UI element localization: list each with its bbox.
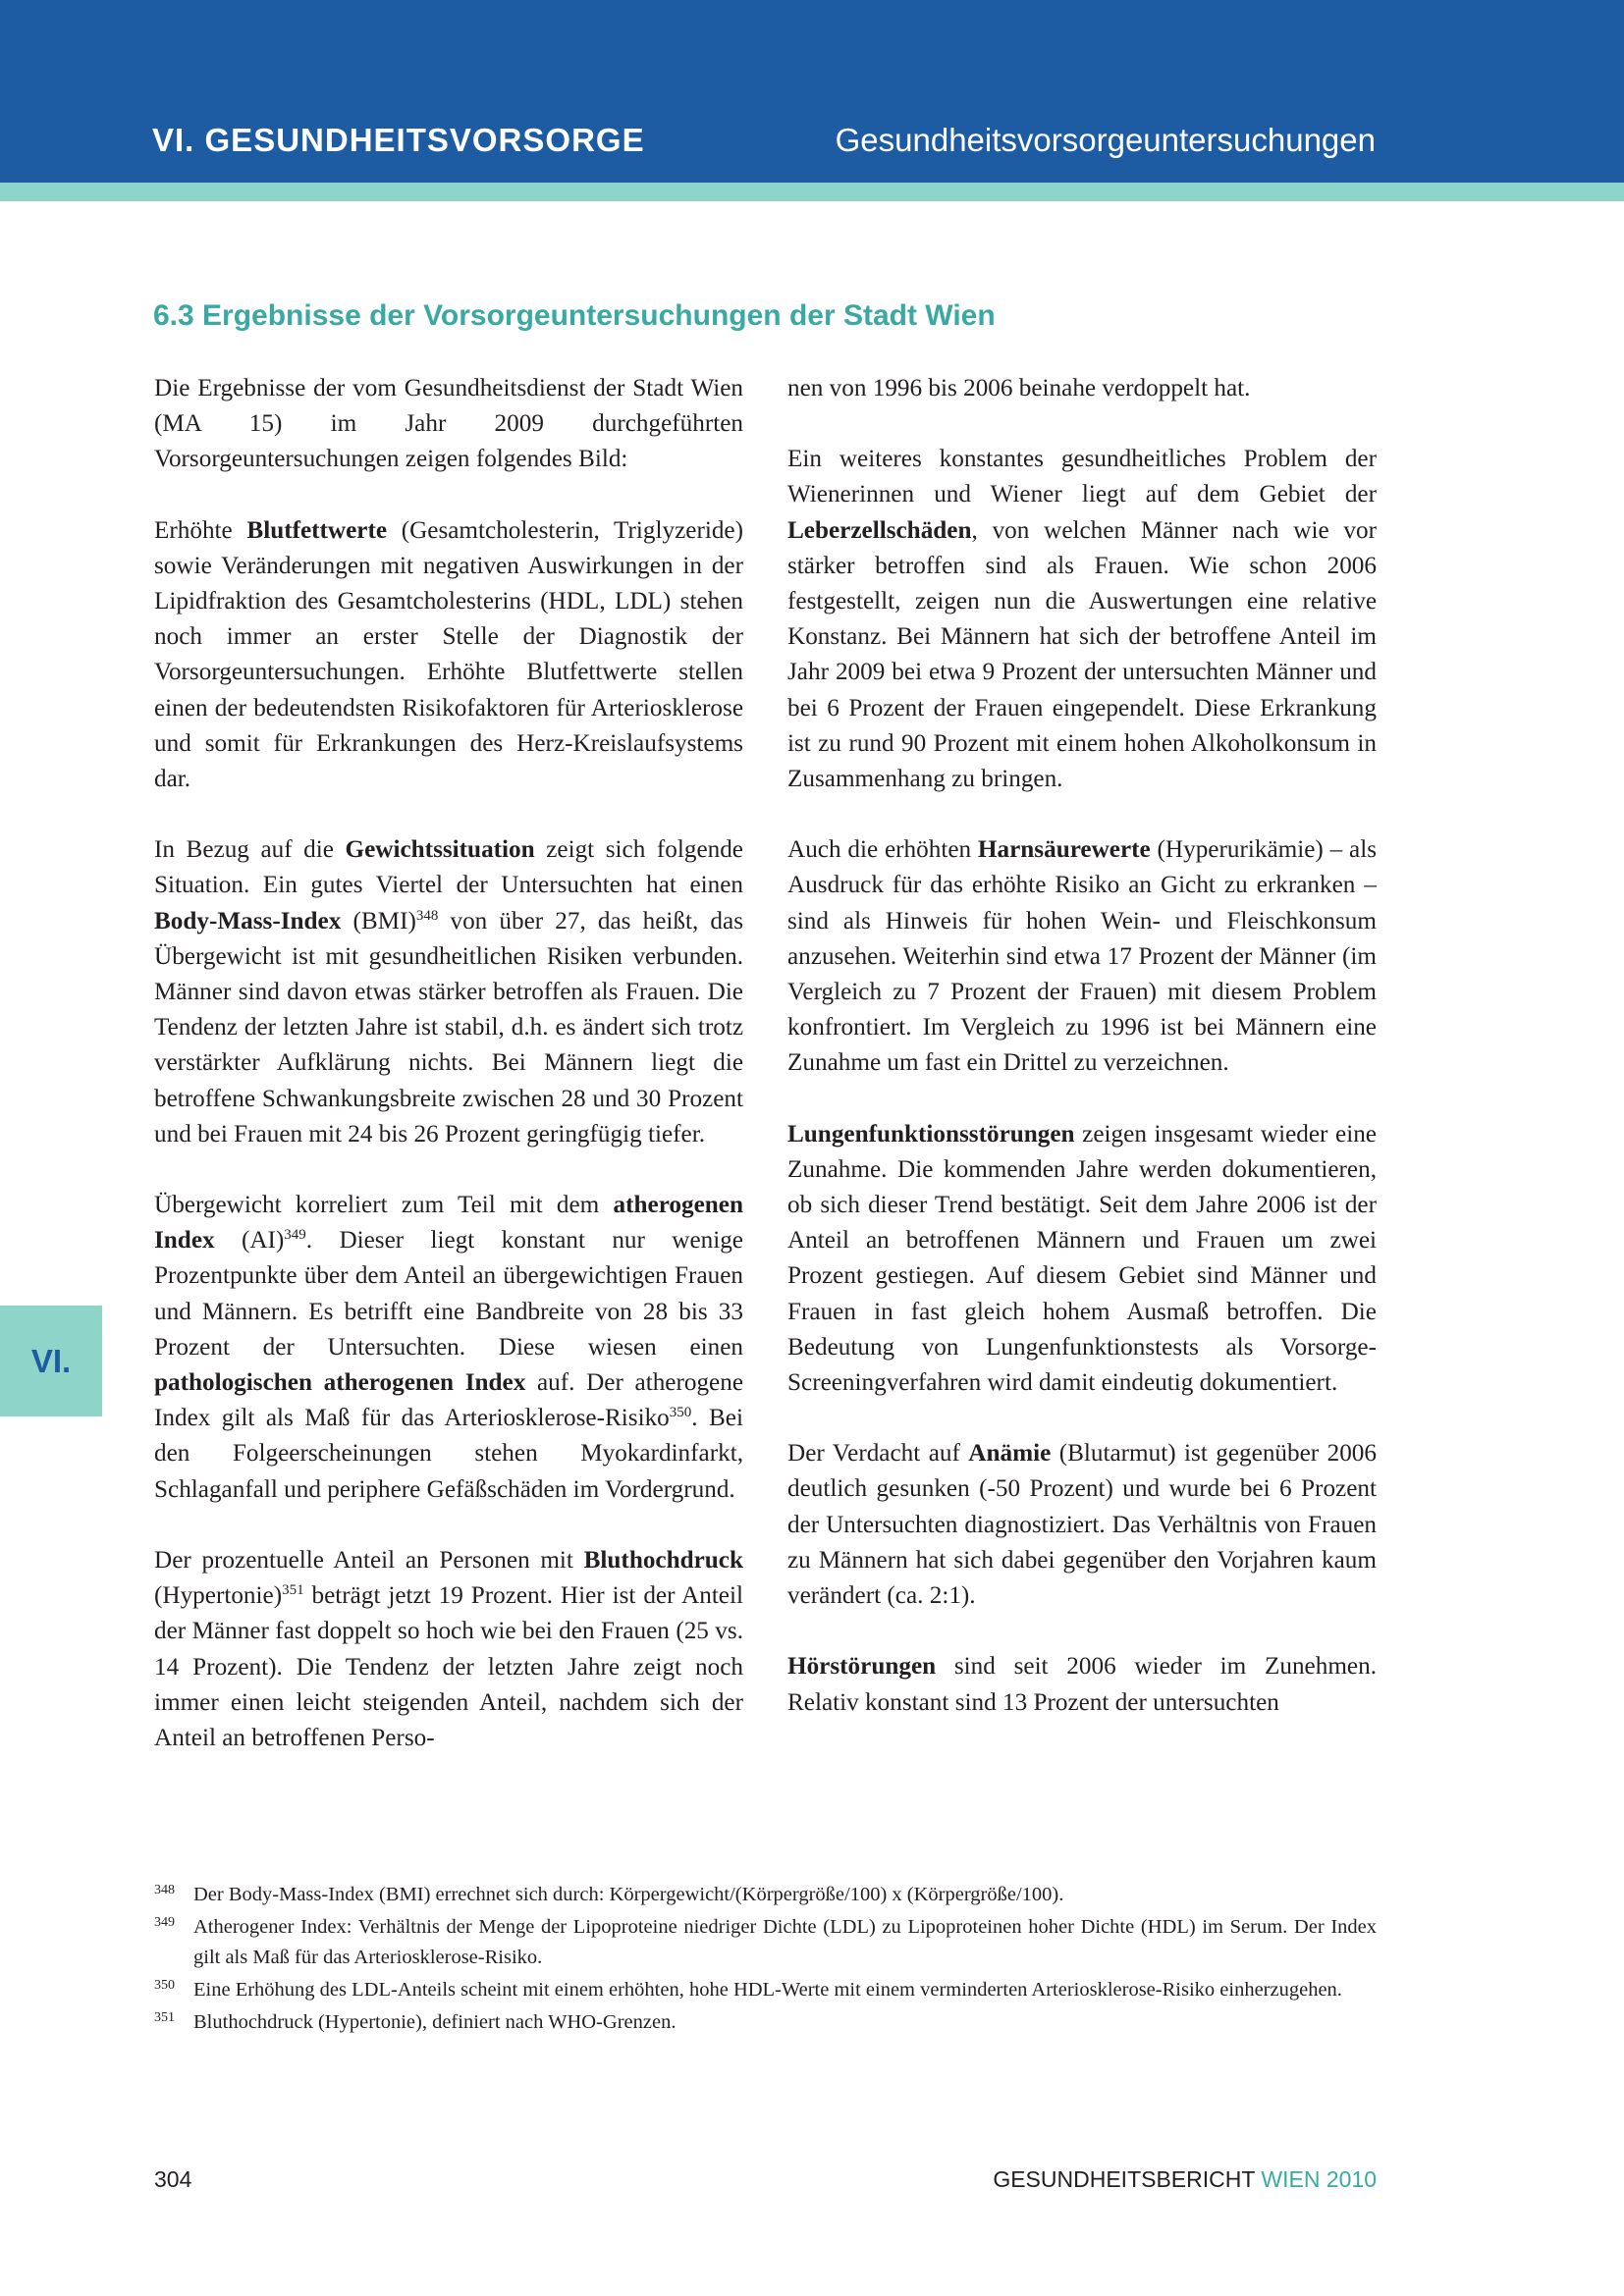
side-tab-label: VI. (30, 1342, 72, 1379)
footnote (154, 1880, 1377, 1910)
keyword: Hörstörungen (787, 1653, 937, 1681)
footnote-ref[interactable]: 349 (284, 1227, 306, 1244)
paragraph: Der Verdacht auf Anämie (Blutarmut) ist gegenüber 2006 deutlich gesunken (-50 Prozent) und wurde bei 6 Prozent der Untersuchten diagnostiziert. Das Verhältnis von Frauen zu Männern hat sich dabei gegenüber den Vorjahren kaum verändert (ca. 2:1). (787, 1440, 1377, 1610)
chapter-side-tab (0, 1306, 102, 1416)
keyword: Harnsäurewerte (977, 836, 1151, 864)
header-stripe (0, 183, 1624, 201)
paragraph: Lungenfunktionsstörungen zeigen insgesamt wieder eine Zunahme. Die kommenden Jahre werden dokumentieren, ob sich dieser Trend bestätigt. Seit dem Jahre 2006 ist der Anteil an betroffenen Männern und Frauen um zwei Prozent gestiegen. Auf diesem Gebiet sind Männer und Frauen in fast gleich hohem Ausmaß betroffen. Die Bedeutung von Lungenfunktionstests als Vorsorge-Screeningverfahren wird damit eindeutig dokumentiert. (787, 1120, 1377, 1397)
footnote-text: Bluthochdruck (Hypertonie), definiert nach WHO-Grenzen. (193, 2011, 677, 2033)
paragraph: Erhöhte Blutfettwerte (Gesamtcholesterin, Triglyzeride) sowie Veränderungen mit negativen Auswirkungen in der Lipidfraktion des Gesamtcholesterins (HDL, LDL) stehen noch immer an erster Stelle der Diagnostik der Vorsorgeuntersuchungen. Erhöhte Blutfettwerte stellen einen der bedeutendsten Risikofaktoren für Arteriosklerose und somit für Erkrankungen des Herz-Kreislaufsystems dar. (154, 516, 743, 793)
footnote (154, 2007, 1377, 2038)
paragraph: Übergewicht korreliert zum Teil mit dem atherogenen Index (AI)$^{349}$. Dieser liegt konstant nur wenige Prozentpunkte über dem Anteil an übergewichtigen Frauen und Männern. Es betrifft eine Bandbreite von 28 bis 33 Prozent der Untersuchten. Diese wiesen einen pathologischen atherogenen Index auf. Der atherogene Index gilt als Maß für das Arteriosklerose-Risiko$^{350}$. Bei den Folgeerscheinungen stehen Myokardinfarkt, Schlaganfall und periphere Gefäßschäden im Vordergrund. (154, 1192, 743, 1503)
keyword: Gewichtssituation (345, 836, 535, 864)
paragraph: Der prozentuelle Anteil an Personen mit Bluthochdruck (Hypertonie)$^{351}$ beträgt jetzt 19 Prozent. Hier ist der Anteil der Männer fast doppelt so hoch wie bei den Frauen (25 vs. 14 Prozent). Die Tendenz der letzten Jahre zeigt noch immer einen leicht steigenden Anteil, nachdem sich der Anteil an betroffenen Perso- (154, 1546, 743, 1751)
right-column (787, 371, 1377, 1756)
footnote-ref[interactable]: 351 (282, 1582, 304, 1599)
paragraph: In Bezug auf die Gewichtssituation zeigt sich folgende Situation. Ein gutes Viertel der Untersuchten hat einen Body-Mass-Index (BMI)$^{348}$ von über 27, das heißt, das Übergewicht ist mit gesundheitlichen Risiken verbunden. Männer sind davon etwas stärker betroffen als Frauen. Die Tendenz der letzten Jahre ist stabil, d.h. es ändert sich trotz verstärkter Aufklärung nichts. Bei Männern liegt die betroffene Schwankungsbreite zwischen 28 und 30 Prozent und bei Frauen mit 24 bis 26 Prozent geringfügig tiefer. (154, 836, 743, 1148)
keyword: Bluthochdruck (583, 1546, 743, 1574)
footnotes (154, 1880, 1377, 2040)
footnote-ref[interactable]: 350 (669, 1405, 692, 1421)
footnote (154, 1912, 1377, 1973)
keyword: Blutfettwerte (246, 516, 388, 544)
keyword: atherogenen Index (154, 1192, 743, 1255)
footnote-ref[interactable]: 348 (415, 907, 439, 924)
section-title: 6.3 Ergebnisse der Vorsorgeuntersuchungen der Stadt Wien (153, 299, 996, 332)
footnote-number: 351 (154, 2010, 175, 2025)
footnote-number: 350 (154, 1978, 175, 1993)
keyword: pathologischen atherogenen Index (154, 1369, 526, 1397)
footnote-text: Eine Erhöhung des LDL-Anteils scheint mit einem erhöhten, hohe HDL-Werte mit einem verminderten Arteriosklerose-Risiko einherzugehen. (193, 1979, 1342, 2001)
footnote-number: 349 (154, 1915, 175, 1930)
left-column (154, 371, 743, 1791)
keyword: Body-Mass-Index (154, 907, 342, 934)
topic-title: Gesundheitsvorsorgeuntersuchungen (835, 122, 1376, 158)
footnote (154, 1975, 1377, 2005)
footnote-text: Der Body-Mass-Index (BMI) errechnet sich durch: Körpergewicht/(Körpergröße/100) x (Körpergröße/100). (193, 1884, 1064, 1905)
page-number: 304 (154, 2166, 192, 2192)
footnote-text: Atherogener Index: Verhältnis der Menge der Lipoproteine niedriger Dichte (LDL) zu Lipoproteinen hoher Dichte (HDL) im Serum. Der Index gilt als Maß für das Arteriosklerose-Risiko. (193, 1916, 1377, 1968)
paragraph: nen von 1996 bis 2006 beinahe verdoppelt hat. (787, 375, 1251, 401)
paragraph: Auch die erhöhten Harnsäurewerte (Hyperurikämie) – als Ausdruck für das erhöhte Risiko an Gicht zu erkranken – sind als Hinweis für hohen Wein- und Fleischkonsum anzusehen. Weiterhin sind etwa 17 Prozent der Männer (im Vergleich zu 7 Prozent der Frauen) mit diesem Problem konfrontiert. Im Vergleich zu 1996 ist bei Männern eine Zunahme um fast ein Drittel zu verzeichnen. (787, 836, 1377, 1077)
keyword: Leberzellschäden (787, 516, 972, 544)
keyword: Lungenfunktionsstörungen (787, 1120, 1075, 1148)
paragraph: Die Ergebnisse der vom Gesundheitsdienst der Stadt Wien (MA 15) im Jahr 2009 durchgeführten Vorsorgeuntersuchungen zeigen folgendes Bild: (154, 375, 743, 473)
report-title: GESUNDHEITSBERICHT WIEN 2010 (993, 2166, 1377, 2192)
chapter-title: VI. GESUNDHEITSVORSORGE (152, 122, 645, 158)
paragraph: Ein weiteres konstantes gesundheitliches Problem der Wienerinnen und Wiener liegt auf dem Gebiet der Leberzellschäden, von welchen Männer nach wie vor stärker betroffen sind als Frauen. Wie schon 2006 festgestellt, zeigen nun die Auswertungen eine relative Konstanz. Bei Männern hat sich der betroffene Anteil im Jahr 2009 bei etwa 9 Prozent der untersuchten Männer und bei 6 Prozent der Frauen eingependelt. Diese Erkrankung ist zu rund 90 Prozent mit einem hohen Alkoholkonsum in Zusammenhang zu bringen. (787, 446, 1377, 793)
paragraph: Hörstörungen sind seit 2006 wieder im Zunehmen. Relativ konstant sind 13 Prozent der untersuchten (787, 1653, 1377, 1716)
keyword: Anämie (968, 1440, 1052, 1468)
report-accent: WIEN 2010 (1261, 2166, 1377, 2192)
footnote-number: 348 (154, 1883, 175, 1897)
